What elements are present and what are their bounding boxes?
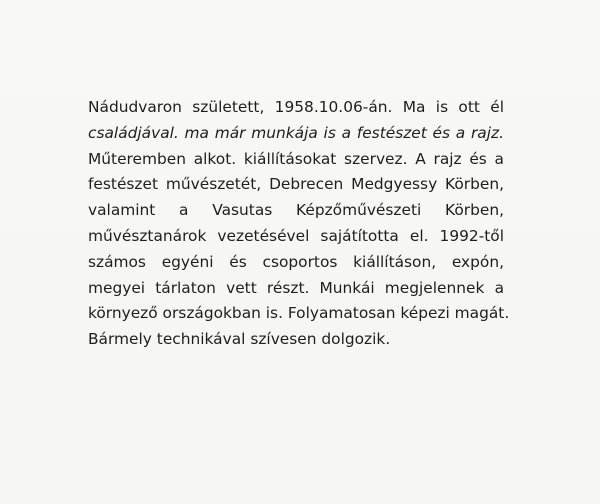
biography-line-7: számos egyéni és csoportos kiállításon, expón, <box>88 252 504 271</box>
biography-paragraph <box>88 95 510 353</box>
biography-line-4: festészet művészetét, Debrecen Medgyessy Körben, <box>88 175 504 194</box>
biography-line-8: megyei tárlaton vett részt. Munkái megjelennek a <box>88 278 504 297</box>
biography-line-10: Bármely technikával szívesen dolgozik. <box>88 330 391 349</box>
biography-line-5: valamint a Vasutas Képzőművészeti Körben, <box>88 201 504 220</box>
biography-line-2: családjával. ma már munkája is a festészet és a rajz. <box>88 123 504 142</box>
biography-line-6: művésztanárok vezetésével sajátította el. 1992-től <box>88 226 504 245</box>
biography-line-1: Nádudvaron született, 1958.10.06-án. Ma is ott él <box>88 98 504 116</box>
biography-line-9: környező országokban is. Folyamatosan képezi magát. <box>88 304 510 323</box>
biography-line-3: Műteremben alkot. kiállításokat szervez. A rajz és a <box>88 149 504 168</box>
